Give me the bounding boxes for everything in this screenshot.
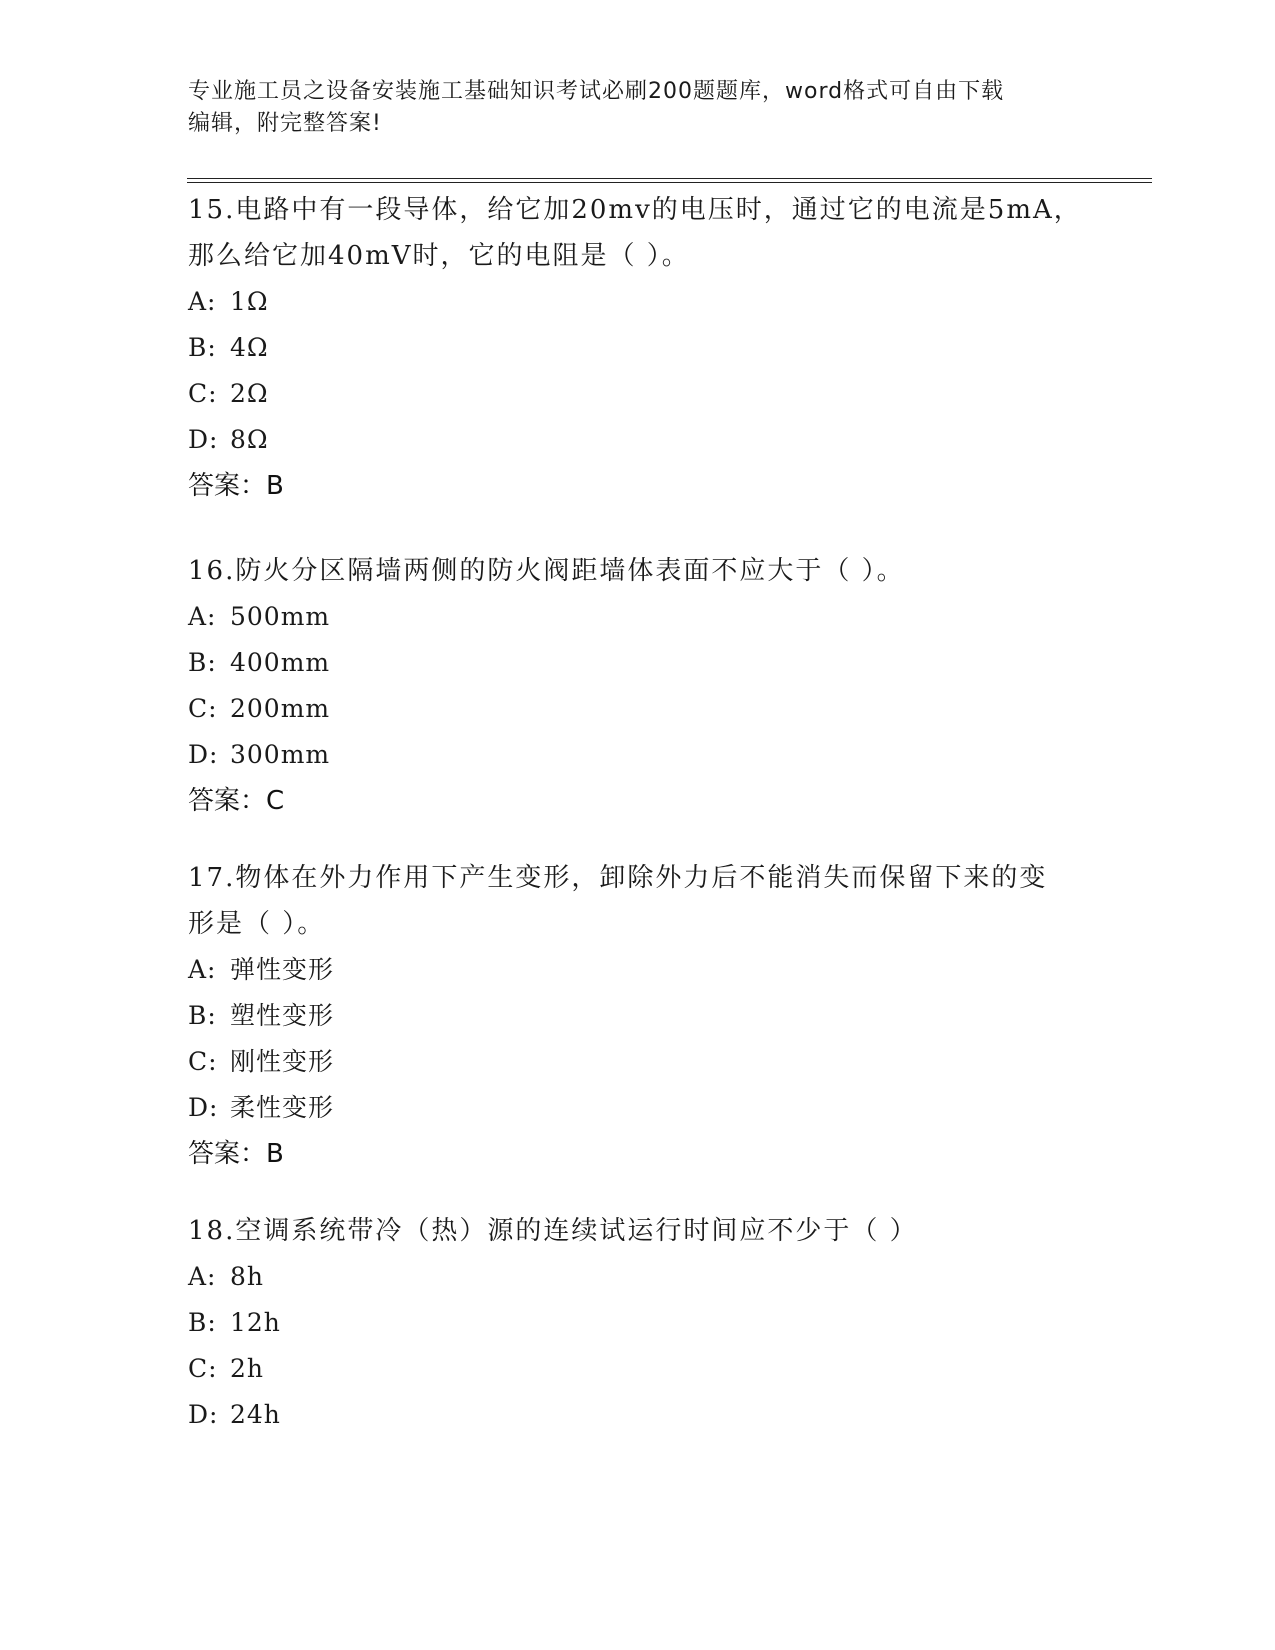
option-text: 塑性变形 (230, 1001, 335, 1030)
option-label: D: (188, 425, 219, 454)
header-divider-bottom (187, 182, 1152, 183)
option-c (188, 686, 1088, 732)
option-text: 弹性变形 (230, 955, 335, 984)
option-text: 4Ω (230, 333, 269, 362)
answer-line: 答案：B (188, 471, 284, 501)
header-line-1: 专业施工员之设备安装施工基础知识考试必刷200题题库，word格式可自由下载 (188, 79, 1005, 104)
option-text: 8h (230, 1262, 265, 1291)
answer-line: 答案：C (188, 786, 285, 816)
option-d (188, 1392, 1088, 1438)
option-c (188, 1039, 1088, 1085)
header-divider-top (187, 178, 1152, 179)
option-d (188, 417, 1088, 463)
question-stem (188, 548, 1088, 594)
option-label: A: (188, 1262, 217, 1291)
option-b (188, 1300, 1088, 1346)
option-label: D: (188, 1093, 219, 1122)
option-text: 2h (230, 1354, 265, 1383)
document-header (188, 76, 1088, 140)
option-b (188, 993, 1088, 1039)
header-line-2: 编辑，附完整答案! (188, 111, 382, 136)
option-text: 300mm (230, 740, 331, 769)
question-16 (188, 548, 1088, 824)
question-15 (188, 187, 1088, 509)
answer-line: 答案：B (188, 1139, 284, 1169)
option-label: A: (188, 602, 217, 631)
option-text: 12h (230, 1308, 281, 1337)
option-label: B: (188, 648, 217, 677)
question-18 (188, 1208, 1088, 1438)
option-text: 柔性变形 (230, 1093, 335, 1122)
option-label: B: (188, 1308, 217, 1337)
option-b (188, 640, 1088, 686)
question-stem-line: 形是（ ）。 (188, 909, 326, 939)
option-text: 8Ω (230, 425, 269, 454)
question-17 (188, 855, 1088, 1177)
option-c (188, 371, 1088, 417)
question-stem-line: 17.物体在外力作用下产生变形，卸除外力后不能消失而保留下来的变 (188, 863, 1048, 893)
option-text: 24h (230, 1400, 281, 1429)
option-text: 400mm (230, 648, 331, 677)
option-text: 1Ω (230, 287, 269, 316)
option-label: D: (188, 1400, 219, 1429)
option-label: C: (188, 1047, 218, 1076)
option-label: C: (188, 694, 218, 723)
question-stem (188, 855, 1088, 947)
option-label: A: (188, 955, 217, 984)
option-label: C: (188, 1354, 218, 1383)
option-c (188, 1346, 1088, 1392)
option-text: 200mm (230, 694, 331, 723)
question-stem (188, 187, 1088, 279)
question-stem-line: 那么给它加40mV时，它的电阻是（ ）。 (188, 241, 690, 271)
option-label: D: (188, 740, 219, 769)
question-stem-line: 16.防火分区隔墙两侧的防火阀距墙体表面不应大于（ ）。 (188, 556, 905, 586)
option-a (188, 594, 1088, 640)
option-text: 刚性变形 (230, 1047, 335, 1076)
question-stem (188, 1208, 1088, 1254)
option-d (188, 732, 1088, 778)
option-label: B: (188, 333, 217, 362)
option-label: C: (188, 379, 218, 408)
option-a (188, 279, 1088, 325)
question-stem-line: 15.电路中有一段导体，给它加20mv的电压时，通过它的电流是5mA， (188, 195, 1082, 225)
question-stem-line: 18.空调系统带冷（热）源的连续试运行时间应不少于（ ） (188, 1216, 918, 1246)
option-d (188, 1085, 1088, 1131)
option-label: B: (188, 1001, 217, 1030)
option-text: 2Ω (230, 379, 269, 408)
option-b (188, 325, 1088, 371)
option-a (188, 1254, 1088, 1300)
option-a (188, 947, 1088, 993)
option-text: 500mm (230, 602, 331, 631)
option-label: A: (188, 287, 217, 316)
